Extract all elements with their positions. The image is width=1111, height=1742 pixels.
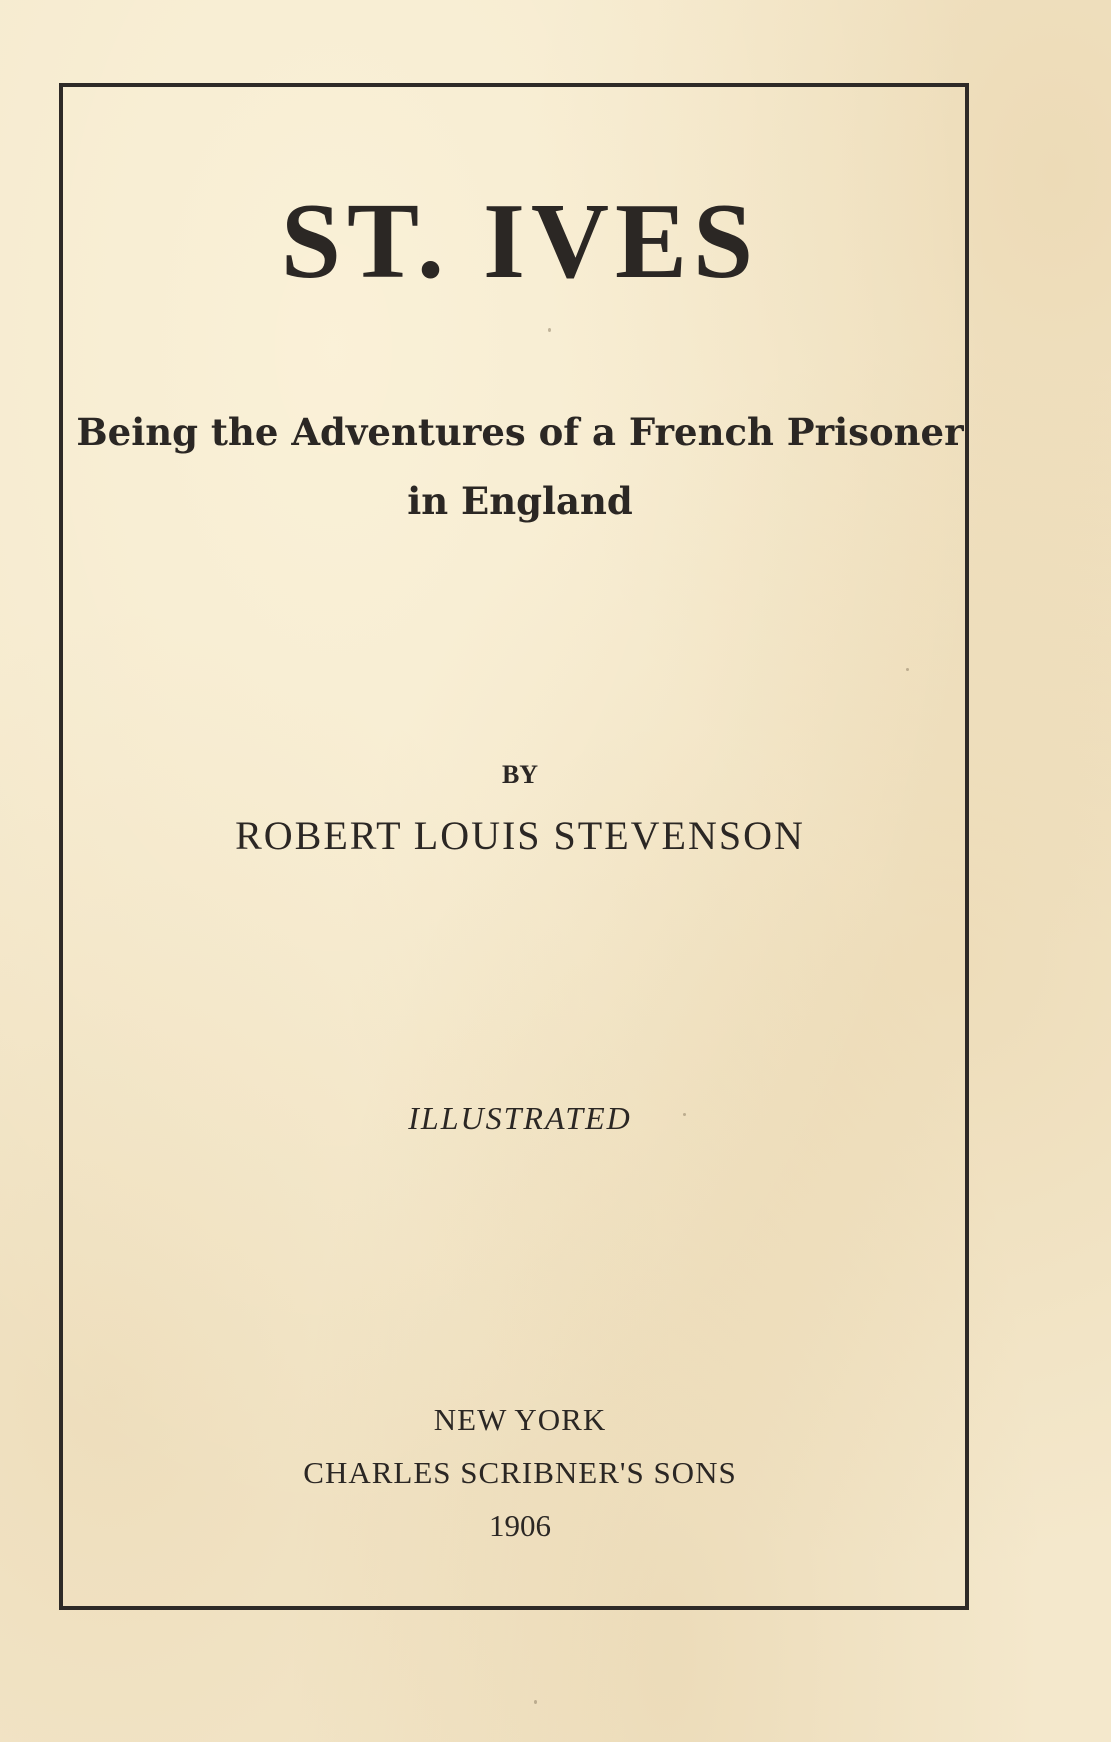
illustration-note: ILLUSTRATED <box>408 1100 632 1136</box>
imprint-year: 1906 <box>489 1508 551 1543</box>
paper-speck <box>683 1113 686 1116</box>
paper-speck <box>548 328 551 332</box>
byline: BY <box>501 760 539 789</box>
book-title: ST. IVES <box>280 182 760 301</box>
paper-speck <box>534 1700 537 1704</box>
author-name: ROBERT LOUIS STEVENSON <box>235 813 805 858</box>
paper-speck <box>906 668 909 671</box>
subtitle-line-2: in England <box>407 479 633 523</box>
subtitle-line-1: Being the Adventures of a French Prisoner <box>76 410 964 454</box>
imprint-publisher: CHARLES SCRIBNER'S SONS <box>303 1455 737 1490</box>
imprint-place: NEW YORK <box>433 1402 607 1437</box>
